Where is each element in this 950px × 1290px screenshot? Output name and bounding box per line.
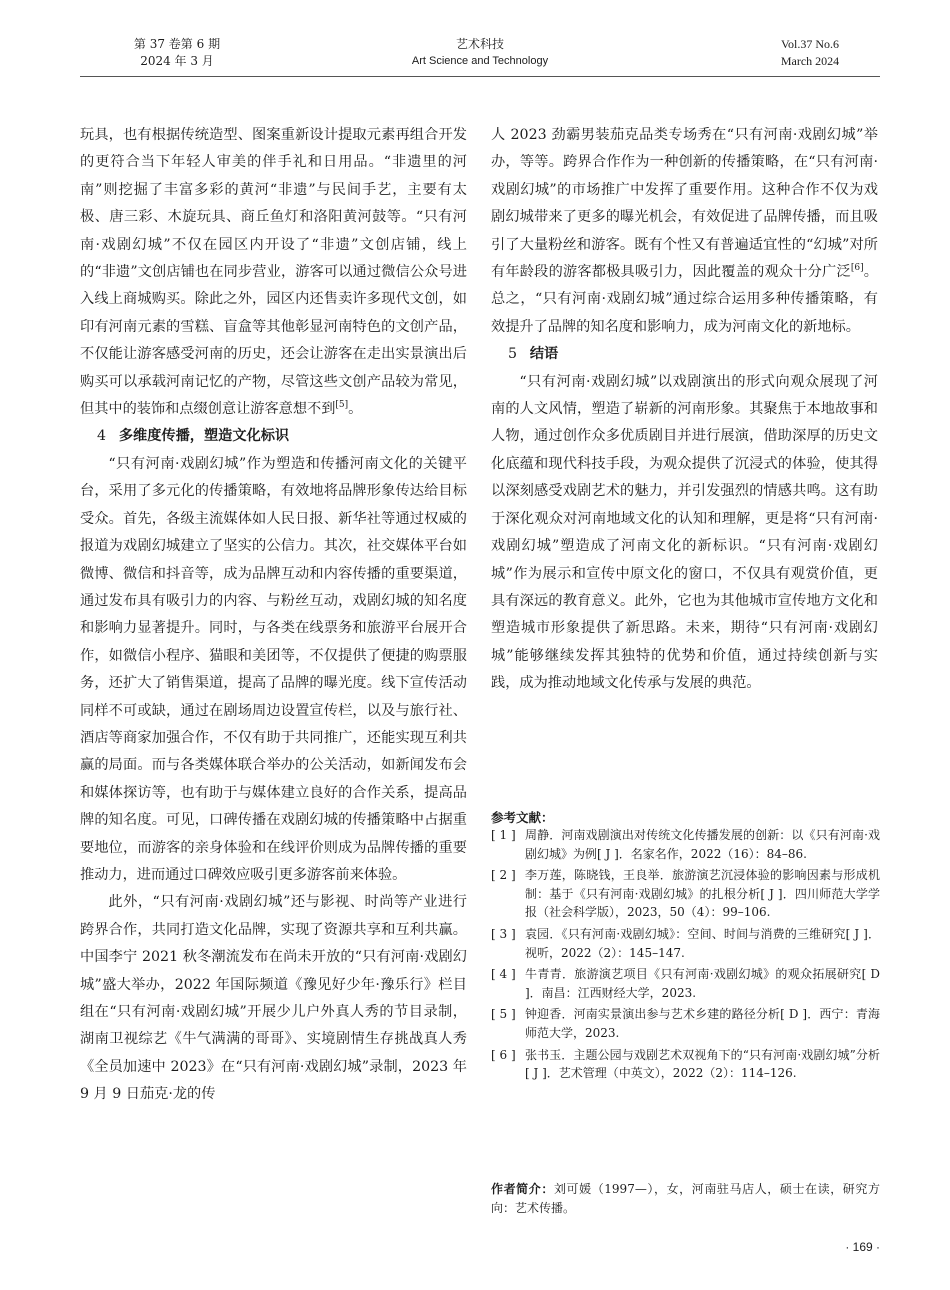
- paragraph: “只有河南·戏剧幻城”以戏剧演出的形式向观众展现了河南的人文风情，塑造了崭新的河南形象。其聚焦于本地故事和人物，通过创作众多优质剧目并进行展演，借助深厚的历史文化底蕴和现代科技手段，为观众提供了沉浸式的体验，使其得以深刻感受戏剧艺术的魅力，并引发强烈的情感共鸣。这有助于深化观众对河南地域文化的认知和理解，更是将“只有河南·戏剧幻城”塑造成了河南文化的新标识。“只有河南·戏剧幻城”作为展示和宣传中原文化的窗口，不仅具有观赏价值，更具有深远的教育意义。此外，它也为其他城市宣传地方文化和塑造城市形象提供了新思路。未来，期待“只有河南·戏剧幻城”能够继续发挥其独特的优势和价值，通过持续创新与实践，成为推动地域文化传承与发展的典范。: [491, 373, 878, 692]
- citation[interactable]: [5]: [335, 400, 349, 411]
- date-en: March 2024: [780, 54, 840, 68]
- section-heading-5: 5 结语: [508, 346, 559, 363]
- paragraph: 人 2023 劲霸男装茄克品类专场秀在“只有河南·戏剧幻城”举办，等等。跨界合作作为一种创新的传播策略，在“只有河南·戏剧幻城”的市场推广中发挥了重要作用。这种合作不仅为戏剧幻城带来了更多的曝光机会，有效促进了品牌传播，而且吸引了大量粉丝和游客。既有个性又有普遍适宜性的“幻城”对所有年龄段的游客都极具吸引力，因此覆盖的观众十分广泛[6]。总之，“只有河南·戏剧幻城”通过综合运用多种传播策略，有效提升了品牌的知名度和影响力，成为河南文化的新地标。: [491, 127, 878, 335]
- volume-cn: 第 37 卷第 6 期: [133, 37, 221, 51]
- header-volume-cn: [112, 36, 242, 70]
- author-bio-label: 作者简介：: [491, 1182, 554, 1196]
- paragraph: 玩具，也有根据传统造型、图案重新设计提取元素再组合开发的更符合当下年轻人审美的伴手礼和日用品。“非遗里的河南”则挖掘了丰富多彩的黄河“非遗”与民间手艺，主要有太极、唐三彩、木旋玩具、商丘鱼灯和洛阳黄河鼓等。“只有河南·戏剧幻城”不仅在园区内开设了“非遗”文创店铺，线上的“非遗”文创店铺也在同步营业，游客可以通过微信公众号进入线上商城购买。除此之外，园区内还售卖许多现代文创，如印有河南元素的雪糕、盲盒等其他彰显河南特色的文创产品，不仅能让游客感受河南的历史，还会让游客在走出实景演出后购买可以承载河南记忆的产物，尽管这些文创产品较为常见，但其中的装饰和点缀创意让游客意想不到[5]。: [80, 127, 467, 418]
- header-journal: [360, 36, 600, 70]
- journal-name-cn: 艺术科技: [455, 37, 504, 51]
- date-cn: 2024 年 3 月: [140, 54, 214, 68]
- reference-item: [ 3 ] 袁园．《只有河南·戏剧幻城》：空间、时间与消费的三维研究[ J ]．视听，2022（2）：145–147.: [491, 926, 880, 960]
- left-column: [80, 122, 467, 1109]
- reference-item: [ 5 ] 钟迎香．河南实景演出参与艺术乡建的路径分析[ D ]．西宁：青海师范大学，2023.: [491, 1007, 880, 1040]
- page-number: · 169 ·: [845, 1240, 880, 1254]
- header-rule: [80, 76, 880, 77]
- author-bio-text: 刘可媛（1997—），女，河南驻马店人，硕士在读，研究方向：艺术传播。: [491, 1182, 880, 1215]
- journal-name-en: Art Science and Technology: [411, 55, 549, 67]
- header-volume-en: [740, 36, 880, 70]
- page-header: [0, 36, 950, 80]
- section-heading-4: 4 多维度传播，塑造文化标识: [97, 428, 290, 445]
- paragraph: “只有河南·戏剧幻城”作为塑造和传播河南文化的关键平台，采用了多元化的传播策略，有效地将品牌形象传达给目标受众。首先，各级主流媒体如人民日报、新华社等通过权威的报道为戏剧幻城建立了坚实的公信力。其次，社交媒体平台如微博、微信和抖音等，成为品牌互动和内容传播的重要渠道，通过发布具有吸引力的内容、与粉丝互动，戏剧幻城的知名度和影响力显著提升。同时，与各类在线票务和旅游平台展开合作，如微信小程序、猫眼和美团等，不仅提供了便捷的购票服务，还扩大了销售渠道，提高了品牌的曝光度。线下宣传活动同样不可或缺，通过在剧场周边设置宣传栏，以及与旅行社、酒店等商家加强合作，不仅有助于共同推广，还能实现互利共赢的局面。而与各类媒体联合举办的公关活动，如新闻发布会和媒体探访等，也有助于与媒体建立良好的合作关系，提高品牌的知名度。可见，口碑传播在戏剧幻城的传播策略中占据重要地位，而游客的亲身体验和在线评价则成为品牌传播的重要推动力，进而通过口碑效应吸引更多游客前来体验。: [80, 455, 467, 883]
- reference-item: [ 6 ] 张书玉．主题公园与戏剧艺术双视角下的“只有河南·戏剧幻城”分析[ J ]．艺术管理（中英文），2022（2）：114–126.: [491, 1047, 880, 1081]
- volume-en: Vol.37 No.6: [780, 37, 840, 51]
- paragraph: 此外，“只有河南·戏剧幻城”还与影视、时尚等产业进行跨界合作，共同打造文化品牌，实现了资源共享和互利共赢。中国李宁 2021 秋冬潮流发布在尚未开放的“只有河南·戏剧幻城”盛大举办，2022 年国际频道《豫见好少年·豫乐行》栏目组在“只有河南·戏剧幻城”开展少儿户外真人秀的节目录制，湖南卫视综艺《牛气满满的哥哥》、实境剧情生存挑战真人秀《全员加速中 2023》在“只有河南·戏剧幻城”录制，2023 年 9 月 9 日茄克·龙的传: [80, 894, 467, 1103]
- reference-list: [491, 826, 880, 1086]
- citation[interactable]: [6]: [850, 263, 864, 274]
- reference-item: [ 2 ] 李万莲，陈晓钱，王良举．旅游演艺沉浸体验的影响因素与形成机制：基于《只有河南·戏剧幻城》的扎根分析[ J ]．四川师范大学学报（社会科学版），2023，50（4）：99–106.: [491, 868, 880, 920]
- reference-item: [ 4 ] 牛青青．旅游演艺项目《只有河南·戏剧幻城》的观众拓展研究[ D ]．南昌：江西财经大学，2023.: [491, 967, 880, 1000]
- reference-item: [ 1 ] 周静．河南戏剧演出对传统文化传播发展的创新：以《只有河南·戏剧幻城》为例[ J ]．名家名作，2022（16）：84–86.: [491, 828, 880, 861]
- author-bio: [491, 1180, 880, 1218]
- right-column: [491, 122, 878, 698]
- references-title: 参考文献：: [491, 810, 554, 825]
